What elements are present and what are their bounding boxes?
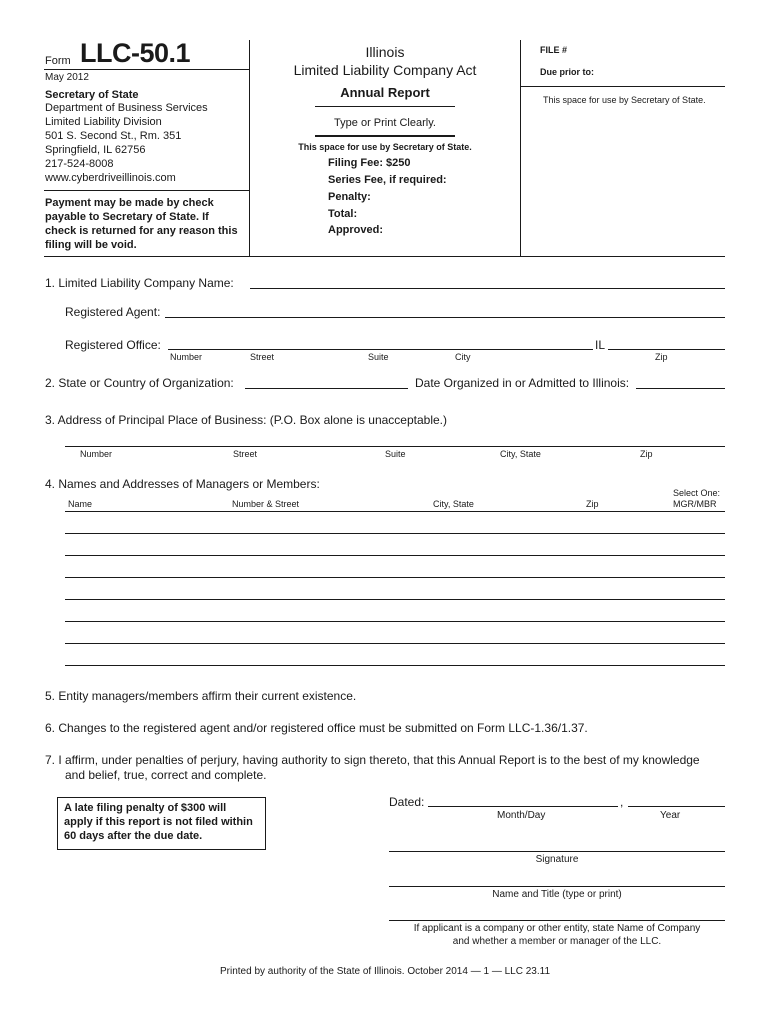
act-name: Limited Liability Company Act [293,62,477,78]
q4-col-zip: Zip [586,499,599,509]
company-name-field[interactable] [250,288,725,289]
type-rule [315,135,455,137]
state-of-organization-field[interactable] [245,388,408,389]
sos-use: This space for use by Secretary of State. [298,142,472,152]
q4-label: 4. Names and Addresses of Managers or Members: [45,477,320,491]
agent-label: Registered Agent: [65,305,161,319]
manager-row-field[interactable] [65,555,725,556]
office-col-number: Number [170,352,203,362]
address-line: Limited Liability Division [45,116,162,128]
right-rule [520,86,725,87]
il-label: IL [595,338,606,352]
manager-row-field[interactable] [65,577,725,578]
q6-label: 6. Changes to the registered agent and/or registered office must be submitted on Form LLC-1.36/1.37. [45,721,588,735]
q3-label: 3. Address of Principal Place of Business: (P.O. Box alone is unacceptable.) [45,413,447,427]
office-name: Secretary of State [45,89,139,101]
penalty-line: A late filing penalty of $300 will [64,802,227,814]
name-title-caption: Name and Title (type or print) [492,889,622,900]
q4-col-name: Name [68,499,93,509]
address-line: www.cyberdriveillinois.com [45,172,176,184]
header-bottom-rule [44,256,725,257]
q2-label: 2. State or Country of Organization: [45,376,234,390]
manager-row-field[interactable] [65,643,725,644]
date-comma: , [620,795,624,809]
form-label: Form [45,55,71,67]
q4-col-street: Number & Street [232,499,300,509]
q3-col-suite: Suite [385,449,406,459]
footer-text: Printed by authority of the State of Illinois. October 2014 — 1 — LLC 23.11 [220,966,550,977]
select-one-label: Select One: [673,488,721,498]
fee-line: Penalty: [328,191,371,203]
year-caption: Year [660,810,681,821]
signature-caption: Signature [535,854,579,865]
payment-note: check is returned for any reason this [45,225,238,237]
report-title: Annual Report [340,85,430,100]
registered-agent-field[interactable] [165,317,725,318]
name-title-field[interactable] [389,886,725,887]
payment-note: Payment may be made by check [45,197,214,209]
address-line: Department of Business Services [45,102,208,114]
fee-line: Approved: [328,224,383,236]
date-organized-field[interactable] [636,388,725,389]
manager-row-field[interactable] [65,665,725,666]
registered-office-field[interactable] [168,349,593,350]
company-name-member-field[interactable] [389,920,725,921]
form-date: May 2012 [45,72,89,83]
column-divider [520,40,521,256]
payment-rule [44,190,249,191]
q5-label: 5. Entity managers/members affirm their current existence. [45,689,357,703]
sos-use-right: This space for use by Secretary of State. [543,95,706,105]
q4-col-mgr-mbr: MGR/MBR [673,499,717,509]
q4-col-city-state: City, State [433,499,474,509]
fee-line: Series Fee, if required: [328,174,447,186]
office-col-street: Street [250,352,275,362]
company-caption-line1: If applicant is a company or other entity, state Name of Company [413,923,701,934]
type-print: Type or Print Clearly. [334,117,436,129]
state-name: Illinois [365,44,405,60]
q3-col-zip: Zip [640,449,653,459]
office-col-city: City [455,352,471,362]
penalty-line: apply if this report is not filed within [64,816,253,828]
due-prior-label: Due prior to: [540,67,594,77]
month-day-caption: Month/Day [497,810,546,821]
fee-line: Total: [328,208,358,220]
signature-field[interactable] [389,851,725,852]
q3-col-street: Street [233,449,258,459]
date-year-field[interactable] [628,806,725,807]
penalty-line: 60 days after the due date. [64,830,203,842]
payment-note: payable to Secretary of State. If [45,211,209,223]
file-number-label: FILE # [540,45,568,55]
penalty-notice-box [57,797,266,850]
registered-office-zip-field[interactable] [608,349,725,350]
title-rule [315,106,455,107]
form-number: LLC-50.1 [80,38,191,68]
date-month-day-field[interactable] [428,806,618,807]
q3-col-number: Number [80,449,113,459]
q7-label-line1: 7. I affirm, under penalties of perjury, having authority to sign thereto, that this Annual Report is to the best of my knowledge [45,753,700,767]
address-line: 501 S. Second St., Rm. 351 [45,130,182,142]
office-col-zip: Zip [655,352,668,362]
q7-label-line2: and belief, true, correct and complete. [65,768,267,782]
office-col-suite: Suite [368,352,389,362]
office-label: Registered Office: [65,338,161,352]
q1-label: 1. Limited Liability Company Name: [45,276,234,290]
q2-date-label: Date Organized in or Admitted to Illinois: [415,376,630,390]
address-line: 217-524-8008 [45,158,114,170]
header-rule [44,69,249,70]
address-line: Springfield, IL 62756 [45,144,146,156]
payment-note: filing will be void. [45,239,137,251]
manager-row-field[interactable] [65,599,725,600]
fee-line: Filing Fee: $250 [328,157,411,169]
company-caption-line2: and whether a member or manager of the LLC. [452,936,662,947]
dated-label: Dated: [389,795,425,809]
q3-col-city-state: City, State [500,449,541,459]
manager-row-field[interactable] [65,533,725,534]
principal-address-field[interactable] [65,446,725,447]
managers-header-rule [65,511,725,512]
manager-row-field[interactable] [65,621,725,622]
